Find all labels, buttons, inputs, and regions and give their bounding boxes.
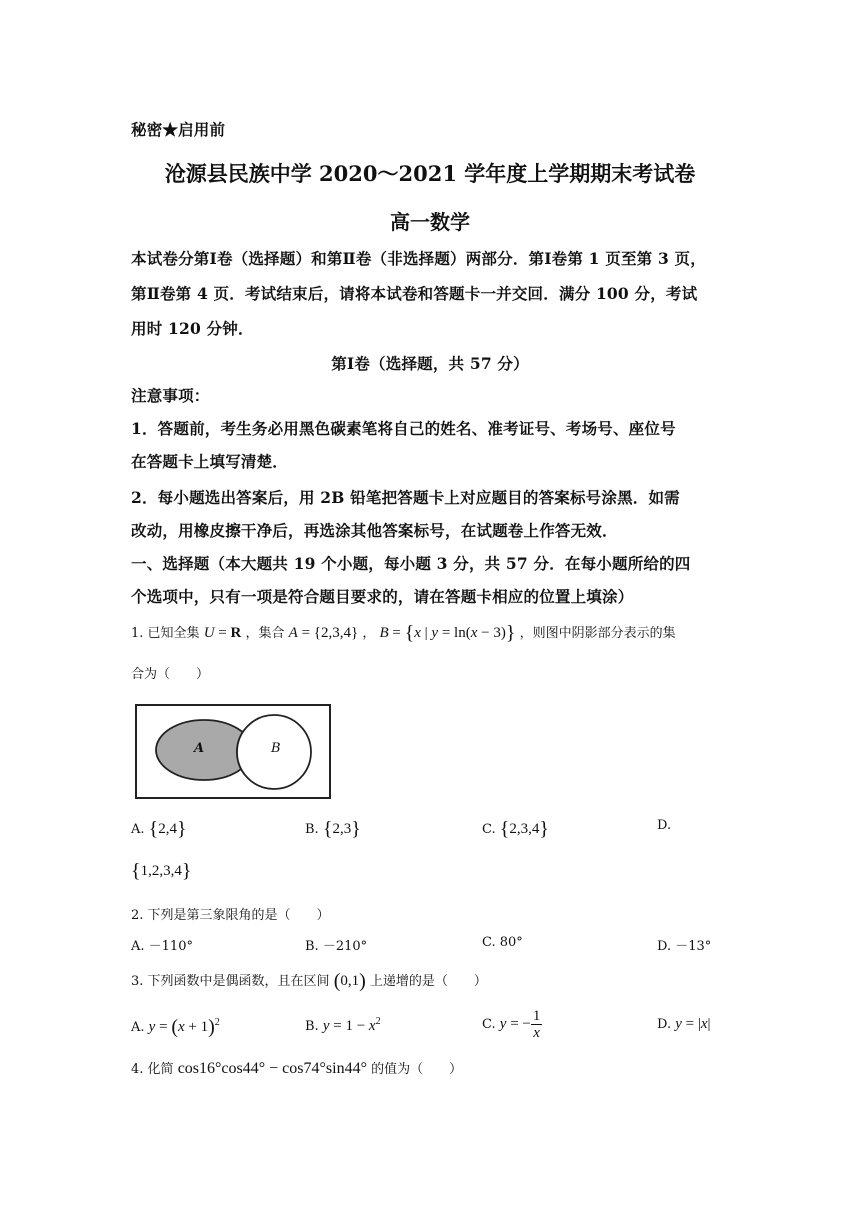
q1-option-b-label: B. <box>305 822 319 837</box>
q1-set-b: B = {x | y = ln(x − 3)} <box>379 622 516 644</box>
q1-option-d: {1,2,3,4} <box>131 860 192 882</box>
question-1-stem <box>131 622 676 645</box>
q2-option-d: D. －13° <box>657 939 712 954</box>
q3-option-c <box>482 1008 542 1041</box>
q4-prefix: 4. 化简 <box>131 1062 174 1077</box>
q3-option-d-formula: y = |x| <box>675 1016 711 1032</box>
q1-set-intro: ，集合 <box>245 626 285 641</box>
venn-diagram <box>134 702 334 802</box>
q2-option-c: C. 80° <box>482 935 523 950</box>
section1-line-2: 个选项中，只有一项是符合题目要求的，请在答题卡相应的位置上填涂） <box>131 587 634 606</box>
q1-option-b-value: 2,3 <box>332 821 352 837</box>
question-4-stem <box>131 1058 462 1078</box>
q1-option-d-value: 1,2,3,4 <box>140 863 182 879</box>
question-2-stem: 2. 下列是第三象限角的是（ ） <box>131 908 330 923</box>
section1-line-1: 一、选择题（本大题共 19 个小题，每小题 3 分，共 57 分．在每小题所给的四 <box>131 554 691 573</box>
q3-option-a-formula: $y = (x + 1)^2$ <box>148 1016 220 1038</box>
venn-label-b: B <box>271 741 281 756</box>
q3-option-d <box>657 1016 711 1033</box>
q1-option-c-label: C. <box>482 822 496 837</box>
q1-option-a: A. {2,4} <box>131 818 187 840</box>
q3-option-b-label: B. <box>305 1019 319 1034</box>
q1-option-c: C. {2,3,4} <box>482 818 549 840</box>
q1-option-a-label: A. <box>131 822 145 837</box>
q3-interval: 0,1 <box>340 973 360 989</box>
q3-option-a <box>131 1016 220 1039</box>
intro-line-1: 本试卷分第Ⅰ卷（选择题）和第Ⅱ卷（非选择题）两部分．第Ⅰ卷第 1 页至第 3 页， <box>131 249 706 268</box>
q1-universal-set: U = R <box>203 625 242 641</box>
q4-suffix: 的值为（ ） <box>371 1062 463 1077</box>
q3-option-c-label: C. <box>482 1016 496 1032</box>
q3-option-c-formula: y = − $\frac{1}{x}$ <box>499 1008 541 1041</box>
q1-option-a-value: 2,4 <box>158 821 178 837</box>
part1-heading: 第Ⅰ卷（选择题，共 57 分） <box>331 354 529 373</box>
q1-set-a: A = {2,3,4} <box>288 625 359 641</box>
secret-label: 秘密★启用前 <box>131 120 226 139</box>
notes-heading: 注意事项： <box>131 386 210 405</box>
venn-label-a: A <box>194 741 205 756</box>
subject-title: 高一数学 <box>390 210 470 234</box>
intro-line-2: 第Ⅱ卷第 4 页．考试结束后，请将本试卷和答题卡一并交回．满分 100 分，考试 <box>131 284 698 303</box>
q2-option-b: B. －210° <box>305 939 368 954</box>
note-2-line-1: 2．每小题选出答案后，用 2B 铅笔把答题卡上对应题目的答案标号涂黑．如需 <box>131 488 680 507</box>
q2-option-a: A. －110° <box>131 939 193 954</box>
q1-prefix: 1. 已知全集 <box>131 626 200 641</box>
q1-option-c-value: 2,3,4 <box>509 821 540 837</box>
intro-line-3: 用时 120 分钟． <box>131 319 254 338</box>
q3-stem-suffix: 上递增的是（ ） <box>369 974 487 989</box>
question-3-stem: 3. 下列函数中是偶函数，且在区间 (0,1) 上递增的是（ ） <box>131 970 487 992</box>
q3-option-b <box>305 1016 381 1035</box>
note-1-line-1: 1．答题前，考生务必用黑色碳素笔将自己的姓名、准考证号、考场号、座位号 <box>131 419 676 438</box>
q3-option-d-label: D. <box>657 1017 672 1032</box>
note-2-line-2: 改动，用橡皮擦干净后，再选涂其他答案标号，在试题卷上作答无效． <box>131 521 618 540</box>
note-1-line-2: 在答题卡上填写清楚． <box>131 452 289 471</box>
q1-suffix: ，则图中阴影部分表示的集 <box>519 626 676 641</box>
question-1-line-2: 合为（ ） <box>131 667 210 682</box>
q4-expression: cos16°cos44° − cos74°sin44° <box>177 1060 367 1077</box>
q3-stem-prefix: 3. 下列函数中是偶函数，且在区间 <box>131 974 330 989</box>
q3-option-a-label: A. <box>131 1020 145 1035</box>
q1-mid: ， <box>362 626 376 641</box>
exam-title: 沧源县民族中学 2020～2021 学年度上学期期末考试卷 <box>164 161 696 186</box>
q1-option-b: B. {2,3} <box>305 818 361 840</box>
q1-option-d-label: D. <box>657 818 672 833</box>
q3-option-b-formula: $y = 1 - x^2$ <box>322 1016 381 1034</box>
